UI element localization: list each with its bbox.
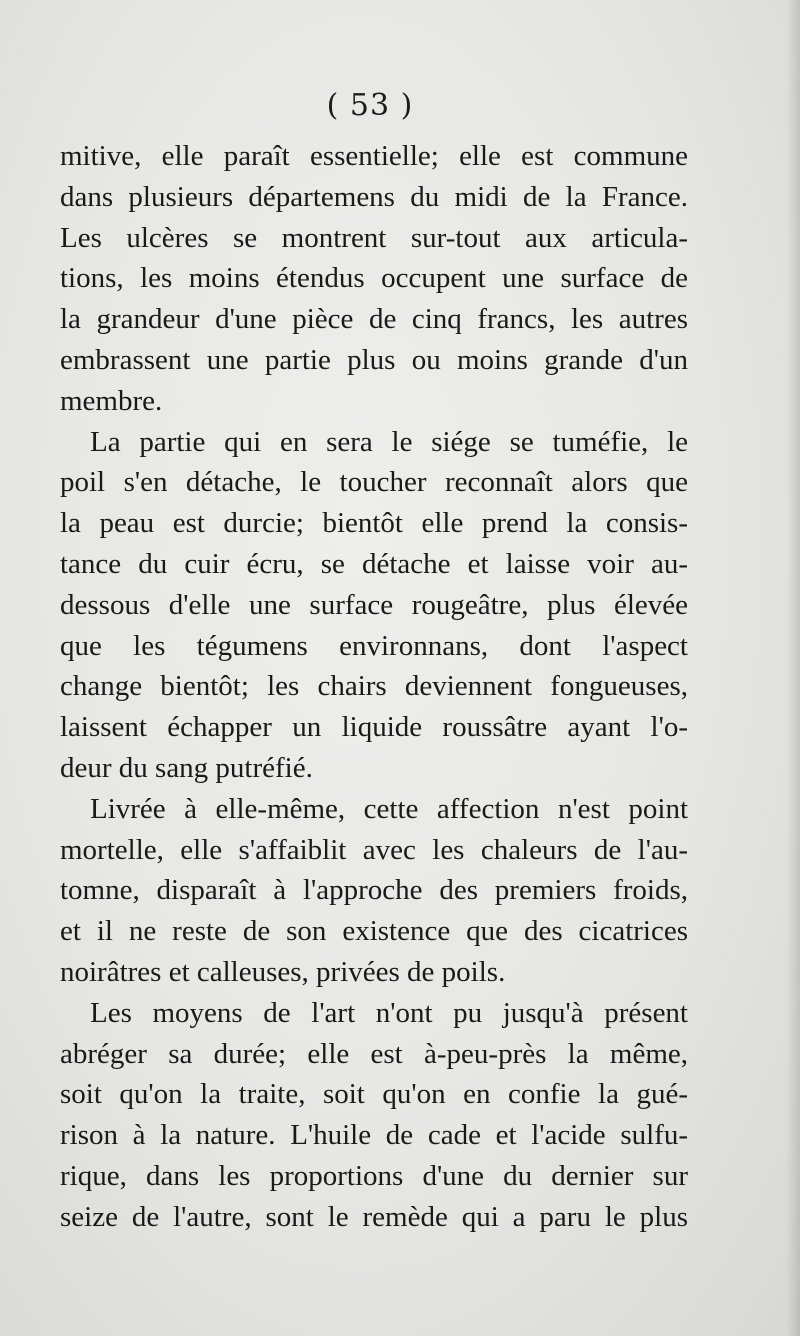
text-line: dessous d'elle une surface rougeâtre, plus élevée: [60, 588, 688, 621]
text-line: tance du cuir écru, se détache et laisse voir au-: [60, 547, 688, 580]
text-line: laissent échapper un liquide roussâtre ayant l'o-: [60, 711, 688, 744]
text-line: la grandeur d'une pièce de cinq francs, les autres: [60, 303, 688, 336]
text-line: dans plusieurs départemens du midi de la France.: [60, 180, 688, 213]
text-line: Les moyens de l'art n'ont pu jusqu'à présent: [90, 996, 688, 1029]
text-line: deur du sang putréfié.: [60, 751, 313, 784]
text-line: embrassent une partie plus ou moins grande d'un: [60, 343, 688, 376]
page-number: ( 53 ): [326, 88, 414, 123]
text-line: abréger sa durée; elle est à-peu-près la même,: [60, 1037, 688, 1070]
text-line: tions, les moins étendus occupent une surface de: [60, 262, 688, 295]
text-line: que les tégumens environnans, dont l'aspect: [60, 629, 688, 662]
body-text: [60, 136, 688, 1238]
text-line: mitive, elle paraît essentielle; elle est commune: [60, 140, 688, 172]
text-line: la peau est durcie; bientôt elle prend la consis-: [60, 507, 688, 540]
text-line: poil s'en détache, le toucher reconnaît alors que: [60, 466, 688, 499]
page-edge-shadow: [786, 0, 800, 1336]
text-line: seize de l'autre, sont le remède qui a paru le plus: [60, 1200, 688, 1233]
text-line: change bientôt; les chairs deviennent fongueuses,: [60, 670, 688, 703]
text-line: Les ulcères se montrent sur-tout aux articula-: [60, 221, 688, 254]
text-line: rison à la nature. L'huile de cade et l'acide sulfu-: [60, 1119, 688, 1152]
paragraph: [60, 789, 688, 993]
paragraph: [60, 993, 688, 1238]
text-line: tomne, disparaît à l'approche des premiers froids,: [60, 874, 688, 907]
text-line: membre.: [60, 384, 163, 417]
text-line: Livrée à elle-même, cette affection n'est point: [90, 792, 688, 825]
paragraph: [60, 422, 688, 789]
text-line: rique, dans les proportions d'une du dernier sur: [60, 1159, 688, 1192]
paragraph: [60, 136, 688, 422]
text-line: noirâtres et calleuses, privées de poils.: [60, 955, 506, 988]
text-line: soit qu'on la traite, soit qu'on en confie la gué-: [60, 1078, 688, 1111]
text-line: La partie qui en sera le siége se tuméfie, le: [90, 425, 688, 458]
text-line: et il ne reste de son existence que des cicatrices: [60, 915, 688, 948]
text-line: mortelle, elle s'affaiblit avec les chaleurs de l'au-: [60, 833, 688, 866]
